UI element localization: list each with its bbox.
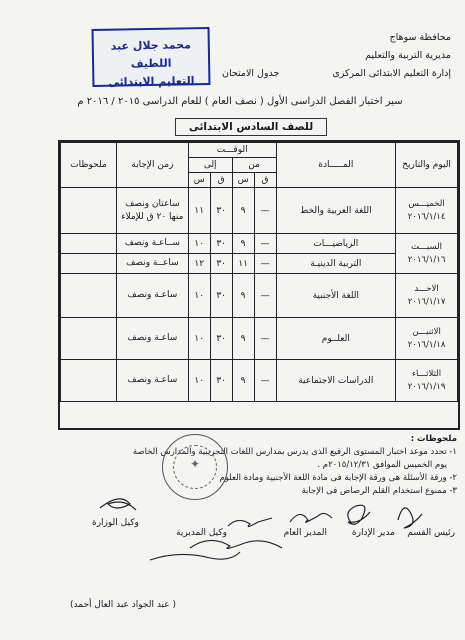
from-s: ١١	[232, 254, 254, 274]
date: ٢٠١٦/١/١٧	[407, 296, 446, 307]
col-time: الوقـــت	[188, 143, 276, 158]
day: الاثنيـــن	[412, 326, 441, 337]
date: ٢٠١٦/١/١٩	[407, 381, 446, 392]
date: ٢٠١٦/١/١٦	[407, 254, 446, 265]
col-duration: زمن الإجابة	[116, 143, 188, 188]
sig-head-section: رئيس القسم	[407, 528, 455, 538]
to-q: ٣٠	[210, 274, 232, 318]
note-item: يوم الخميس الموافق ٢٠١٥/١٢/٣١م .	[317, 460, 447, 470]
notes-heading: ملحوظات :	[410, 434, 457, 444]
ministry-deputy-name: (عبد الجواد عبد العال أحمد )	[70, 600, 177, 610]
col-from-q: ق	[254, 173, 276, 188]
to-s: ١٠	[188, 234, 210, 254]
from-s: ٩	[232, 318, 254, 360]
to-s: ١٢	[188, 254, 210, 274]
duration: ساعتان ونصف	[125, 198, 180, 209]
note-item: ٣- ممنوع استخدام القلم الرصاص فى الإجابة	[301, 486, 457, 496]
to-q: ٣٠	[210, 254, 232, 274]
col-to-s: س	[188, 173, 210, 188]
sig-directorate-deputy: وكيل المديرية	[176, 528, 227, 538]
note-item: ١- تحدد موعد اختبار المستوى الرفيع الذى يدرس بمدارس اللغات التجريبية والمدارس الخاصة	[132, 447, 457, 457]
sig-admin-director: مدير الإدارة	[351, 528, 395, 538]
stamp-line-2: التعليم الابتدائى	[108, 74, 195, 89]
col-subject: المـــــادة	[276, 143, 396, 188]
from-s: ٩	[232, 274, 254, 318]
date: ٢٠١٦/١/١٨	[407, 339, 446, 350]
duration-cell: ساعــة ونصف	[116, 254, 188, 274]
col-to-q: ق	[210, 173, 232, 188]
department: إدارة التعليم الابتدائى المركزى	[332, 68, 451, 79]
day: الاحـــد	[414, 283, 439, 294]
from-s: ٩	[232, 234, 254, 254]
col-notes: ملحوظات	[61, 143, 117, 188]
page-title: سير اختبار الفصل الدراسى الأول ( نصف العام ) للعام الدراسى ٢٠١٥ / ٢٠١٦ م	[77, 96, 403, 107]
subject-cell: اللغة العربية والخط	[276, 188, 396, 234]
from-q: —	[254, 188, 276, 234]
duration-cell: ساعـة ونصف	[116, 360, 188, 402]
to-q: ٣٠	[210, 360, 232, 402]
date: ٢٠١٦/١/١٤	[407, 211, 446, 222]
col-day-date: اليوم والتاريخ	[396, 143, 458, 188]
to-q: ٣٠	[210, 318, 232, 360]
to-q: ٣٠	[210, 234, 232, 254]
from-q: —	[254, 274, 276, 318]
from-q: —	[254, 360, 276, 402]
eagle-seal-icon: ✦	[162, 434, 228, 500]
subject-cell: الرياضيـــات	[276, 234, 396, 254]
from-s: ٩	[232, 360, 254, 402]
sig-general-director: المدير العام	[283, 528, 327, 538]
to-s: ١٠	[188, 360, 210, 402]
from-q: —	[254, 254, 276, 274]
stamp-line-1: محمد جلال عبد اللطيف	[110, 38, 192, 71]
col-to: إلى	[188, 158, 232, 173]
governorate: محافظة سوهاج	[389, 32, 451, 43]
to-s: ١١	[188, 188, 210, 234]
col-from: من	[232, 158, 276, 173]
to-q: ٣٠	[210, 188, 232, 234]
col-from-s: س	[232, 173, 254, 188]
to-s: ١٠	[188, 274, 210, 318]
subject-cell: اللغة الأجنبية	[276, 274, 396, 318]
duration-cell: ساعـة ونصف	[116, 274, 188, 318]
day: الثلاثـــاء	[412, 368, 442, 379]
subject-cell: التربية الدينيـة	[276, 254, 396, 274]
from-q: —	[254, 318, 276, 360]
subject-cell: العلــوم	[276, 318, 396, 360]
subject-cell: الدراسات الاجتماعية	[276, 360, 396, 402]
duration-cell: ســاعـة ونصف	[116, 234, 188, 254]
note-item: ٢- ورقة الأسئلة هى ورقة الإجابة فى مادة اللغة الأجنبية ومادة العلوم	[219, 473, 457, 483]
to-s: ١٠	[188, 318, 210, 360]
doc-type: جدول الامتحان	[222, 68, 280, 79]
from-s: ٩	[232, 188, 254, 234]
directorate: مديرية التربية والتعليم	[365, 50, 451, 61]
day: السبـــت	[411, 241, 443, 252]
sig-ministry-deputy: وكيل الوزارة	[92, 518, 139, 528]
grade-subtitle: للصف السادس الابتدائى	[175, 118, 327, 136]
day: الخميـــس	[408, 198, 445, 209]
duration-cell: ساعـة ونصف	[116, 318, 188, 360]
from-q: —	[254, 234, 276, 254]
duration-note: منها ٢٠ ق للإملاء	[121, 211, 184, 222]
